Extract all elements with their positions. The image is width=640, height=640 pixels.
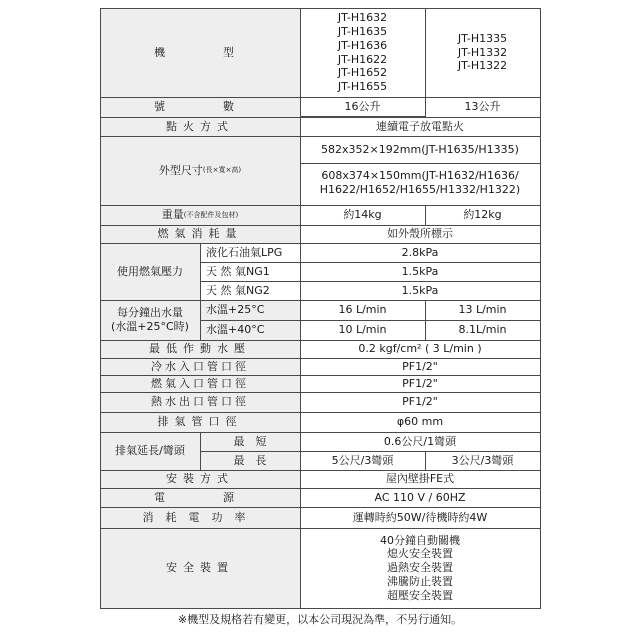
- row-rule: [100, 97, 540, 98]
- label-ng2: 天 然 氣NG2: [206, 283, 270, 297]
- label-temp40: 水溫+40°C: [206, 323, 265, 337]
- value-cold-inlet: PF1/2": [402, 359, 438, 373]
- label-ng1: 天 然 氣NG1: [206, 264, 270, 278]
- model-name: JT-H1635: [337, 25, 388, 38]
- model-name: JT-H1636: [337, 38, 388, 52]
- label-ignition: 點火方式: [166, 119, 234, 133]
- label-cold-inlet: 冷水入口管口徑: [151, 359, 249, 373]
- value-gas-inlet: PF1/2": [402, 376, 438, 390]
- label-flow-line2: (水溫+25°C時): [111, 320, 189, 333]
- value-ng1: 1.5kPa: [401, 264, 439, 278]
- label-power: 電 源: [154, 490, 246, 504]
- label-lpg: 液化石油氣LPG: [206, 245, 283, 259]
- divider-sub-1: [200, 243, 201, 340]
- row-rule-partial: [300, 163, 540, 164]
- safety-item: 沸騰防止裝置: [387, 574, 453, 588]
- row-rule-partial: [200, 281, 540, 282]
- label-safety: 安全裝置: [166, 561, 234, 575]
- value-weight-a: 約14kg: [343, 208, 382, 222]
- row-rule: [100, 340, 540, 341]
- value-lpg: 2.8kPa: [401, 245, 439, 259]
- row-rule-partial: [300, 116, 425, 117]
- label-weight: [100, 205, 300, 225]
- label-model: 機 型: [154, 45, 246, 59]
- divider-split-1: [425, 8, 426, 117]
- model-name: JT-H1652: [337, 66, 388, 80]
- frame-top: [100, 8, 540, 9]
- row-rule: [100, 392, 540, 393]
- value-flow40-a: 10 L/min: [338, 323, 387, 337]
- value-hot-outlet: PF1/2": [402, 395, 438, 409]
- row-rule: [100, 225, 540, 226]
- model-name: JT-H1335: [457, 31, 508, 45]
- divider-split-2: [425, 205, 426, 225]
- footnote: ※機型及規格若有變更，以本公司現況為準，不另行通知。: [177, 613, 463, 626]
- label-dimension-main: 外型尺寸: [158, 163, 203, 177]
- label-gas-consumption: 燃氣消耗量: [157, 227, 243, 241]
- label-dimension: [100, 136, 300, 205]
- label-gas-pressure: 使用燃氣壓力: [117, 264, 183, 278]
- value-longest-a: 5公尺/3彎頭: [331, 453, 394, 467]
- label-size: 號 數: [154, 100, 246, 114]
- row-rule: [100, 205, 540, 206]
- row-rule: [100, 528, 540, 529]
- value-size-b: 13公升: [464, 100, 501, 114]
- model-name: JT-H1332: [457, 45, 508, 59]
- row-rule: [100, 300, 540, 301]
- label-longest: 最 長: [233, 453, 267, 467]
- model-name: JT-H1622: [337, 52, 388, 66]
- safety-item: 過熱安全裝置: [387, 561, 453, 575]
- safety-item: 熄火安全裝置: [387, 547, 453, 561]
- value-size-a: 16公升: [344, 100, 381, 114]
- label-install: 安裝方式: [166, 472, 234, 486]
- label-hot-outlet: 熱水出口管口徑: [151, 395, 249, 409]
- value-flow25-b: 13 L/min: [458, 303, 507, 317]
- label-gas-inlet: 燃氣入口管口徑: [151, 376, 249, 390]
- label-flow: [100, 300, 200, 340]
- label-dimension-sub: (長×寬×高): [202, 166, 242, 175]
- value-dimension-1: 582x352×192mm(JT-H1635/H1335): [321, 143, 519, 157]
- frame-bottom: [100, 608, 541, 609]
- label-shortest: 最 短: [233, 434, 267, 448]
- value-dimension-2-line2: H1622/H1652/H1655/H1332/H1322): [319, 183, 521, 196]
- row-rule: [100, 432, 540, 433]
- value-dimension-2-line1: 608x374×150mm(JT-H1632/H1636/: [321, 169, 519, 183]
- row-rule: [100, 470, 540, 471]
- row-rule-partial: [200, 451, 540, 452]
- value-ng2: 1.5kPa: [401, 283, 439, 297]
- row-rule-partial: [200, 320, 540, 321]
- divider-label-value: [300, 8, 301, 608]
- safety-item: 超壓安全裝置: [387, 588, 453, 602]
- frame-left: [100, 8, 101, 608]
- value-gas-consumption: 如外殼所標示: [387, 227, 453, 241]
- safety-item: 40分鐘自動關機: [380, 533, 460, 547]
- value-shortest: 0.6公尺/1彎頭: [383, 434, 457, 448]
- row-rule: [100, 243, 540, 244]
- label-min-pressure: 最低作動水壓: [149, 342, 251, 356]
- value-dimension-2: [300, 164, 540, 202]
- value-min-pressure: 0.2 kgf/cm² ( 3 L/min ): [358, 342, 482, 356]
- frame-right: [540, 8, 541, 608]
- label-flow-line1: 每分鐘出水量: [117, 306, 183, 320]
- row-rule: [100, 488, 540, 489]
- row-rule: [100, 507, 540, 508]
- row-rule: [100, 358, 540, 359]
- models-group-b: [425, 8, 540, 97]
- models-group-a: [300, 8, 425, 97]
- label-exhaust-ext: 排氣延長/彎頭: [115, 444, 185, 458]
- value-weight-b: 約12kg: [463, 208, 502, 222]
- value-power: AC 110 V / 60HZ: [374, 490, 466, 504]
- row-rule: [100, 412, 540, 413]
- value-flow40-b: 8.1L/min: [458, 323, 507, 337]
- label-temp25: 水溫+25°C: [206, 303, 265, 317]
- row-rule-partial: [200, 262, 540, 263]
- value-consumption: 運轉時約50W/待機時約4W: [352, 510, 488, 524]
- label-weight-sub: (不含配件及包材): [183, 210, 239, 219]
- label-weight-main: 重量: [161, 208, 184, 222]
- model-name: JT-H1322: [457, 59, 508, 73]
- value-longest-b: 3公尺/3彎頭: [451, 453, 514, 467]
- row-rule: [100, 117, 540, 118]
- value-install: 屋內壁掛FE式: [385, 472, 455, 486]
- divider-split-4: [425, 451, 426, 470]
- row-rule: [100, 375, 540, 376]
- row-rule: [100, 136, 540, 137]
- value-safety: [300, 528, 540, 608]
- label-consumption: 消耗電功率: [142, 510, 258, 524]
- value-flow25-a: 16 L/min: [338, 303, 387, 317]
- label-exhaust-pipe: 排氣管口徑: [157, 415, 243, 429]
- model-name: JT-H1655: [337, 80, 388, 93]
- value-exhaust-pipe: φ60 mm: [396, 415, 444, 429]
- value-ignition: 連續電子放電點火: [376, 119, 464, 133]
- model-name: JT-H1632: [337, 11, 388, 25]
